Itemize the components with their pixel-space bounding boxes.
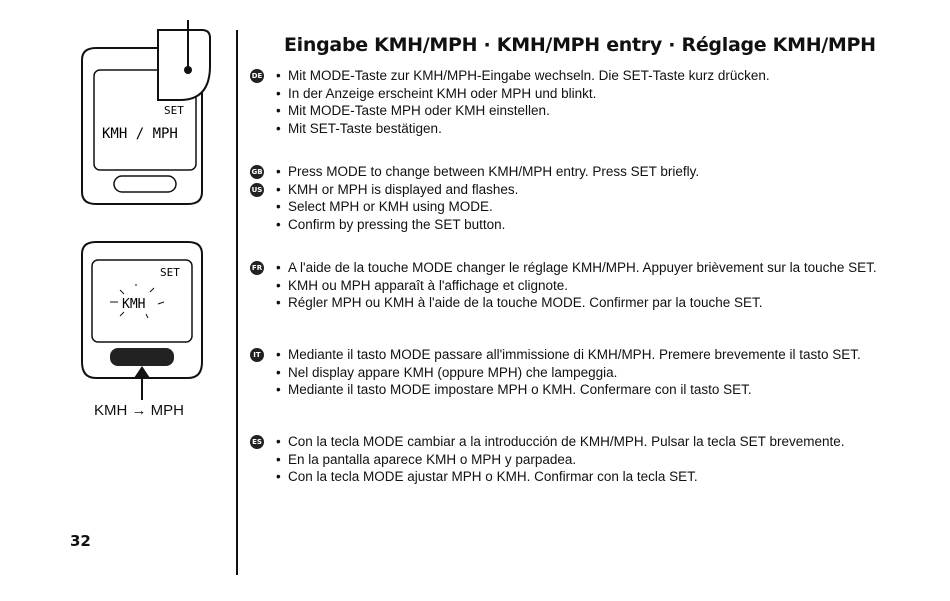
list-item: • En la pantalla aparece KMH o MPH y parpadea.	[276, 451, 890, 469]
vertical-divider	[236, 30, 238, 575]
page-title: Eingabe KMH/MPH · KMH/MPH entry · Réglage KMH/MPH	[284, 34, 876, 56]
section-it	[250, 346, 890, 399]
section-fr	[250, 259, 890, 312]
list-item: • Con la tecla MODE ajustar MPH o KMH. Confirmar con la tecla SET.	[276, 468, 890, 486]
display-kmh-flashing: KMH	[122, 297, 146, 312]
list-item: • In der Anzeige erscheint KMH oder MPH und blinkt.	[276, 85, 890, 103]
press-point	[184, 66, 192, 74]
list-item: • Press MODE to change between KMH/MPH entry. Press SET briefly.	[276, 163, 890, 181]
list-item: • KMH or MPH is displayed and flashes.	[276, 181, 890, 199]
display-kmh-mph: KMH / MPH	[102, 126, 178, 142]
section-de	[250, 67, 890, 137]
section-es	[250, 433, 890, 486]
language-badge-fr: FR	[250, 261, 264, 275]
device-button-top	[114, 176, 176, 192]
list-item: • KMH ou MPH apparaît à l'affichage et clignote.	[276, 277, 890, 295]
list-item: • Mit SET-Taste bestätigen.	[276, 120, 890, 138]
list-item: • Mediante il tasto MODE passare all'immissione di KMH/MPH. Premere brevemente il tasto SET.	[276, 346, 890, 364]
conversion-caption: KMH → MPH	[94, 402, 184, 419]
list-item: • Con la tecla MODE cambiar a la introducción de KMH/MPH. Pulsar la tecla SET brevemente.	[276, 433, 890, 451]
language-badge-us: US	[250, 183, 264, 197]
list-item: • A l'aide de la touche MODE changer le réglage KMH/MPH. Appuyer brièvement sur la touche SET.	[276, 259, 890, 277]
list-item: • Mit MODE-Taste zur KMH/MPH-Eingabe wechseln. Die SET-Taste kurz drücken.	[276, 67, 890, 85]
language-badge-es: ES	[250, 435, 264, 449]
list-item: • Mit MODE-Taste MPH oder KMH einstellen.	[276, 102, 890, 120]
list-item: • Confirm by pressing the SET button.	[276, 216, 890, 234]
list-item: • Régler MPH ou KMH à l'aide de la touche MODE. Confirmer par la touche SET.	[276, 294, 890, 312]
list-item: • Mediante il tasto MODE impostare MPH o KMH. Confermare con il tasto SET.	[276, 381, 890, 399]
language-badge-gb: GB	[250, 165, 264, 179]
language-badge-it: IT	[250, 348, 264, 362]
list-item: • Nel display appare KMH (oppure MPH) che lampeggia.	[276, 364, 890, 382]
device-illustration-top	[60, 20, 235, 210]
display-set-label: SET	[164, 104, 184, 117]
list-item: • Select MPH or KMH using MODE.	[276, 198, 890, 216]
zoom-callout	[158, 30, 210, 100]
page-number: 32	[70, 532, 91, 550]
device-button-bottom	[110, 348, 174, 366]
language-badge-de: DE	[250, 69, 264, 83]
device-illustration-bottom	[60, 220, 235, 410]
display-set-label-bottom: SET	[160, 266, 180, 279]
section-gb-us	[250, 163, 890, 233]
